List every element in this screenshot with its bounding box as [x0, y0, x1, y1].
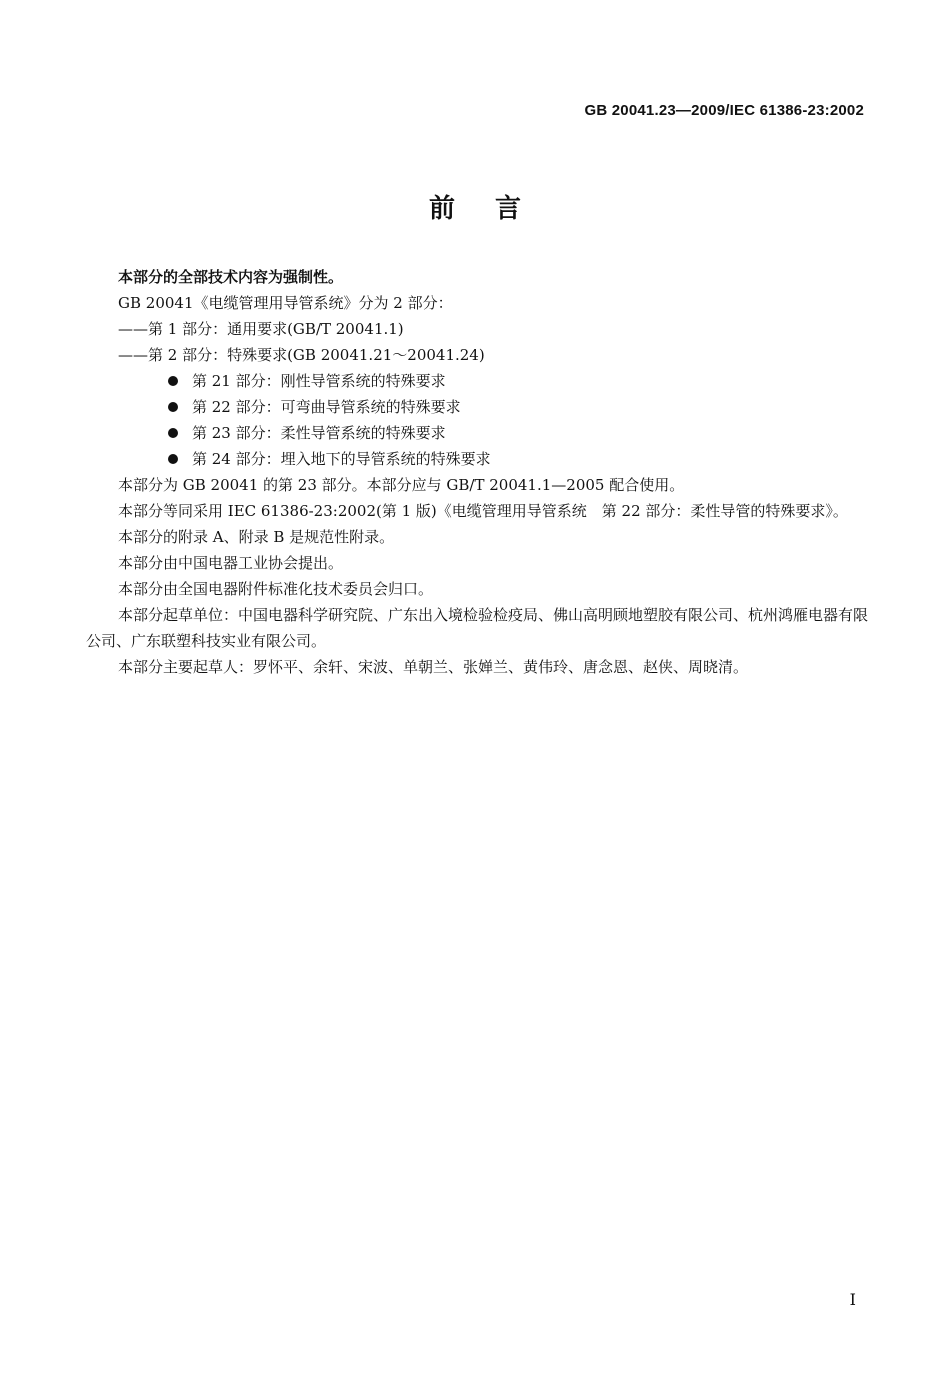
title-char-1: 前: [428, 194, 455, 224]
annex-paragraph: 本部分的附录 A、附录 B 是规范性附录。: [118, 528, 395, 546]
list-item: [86, 368, 868, 394]
part-2-item: ——第 2 部分：特殊要求(GB 20041.21～20041.24): [118, 346, 485, 364]
bullet-icon: [168, 402, 178, 412]
part-1-item: ——第 1 部分：通用要求(GB/T 20041.1): [118, 320, 404, 338]
bullet-icon: [168, 428, 178, 438]
intro-paragraph: GB 20041《电缆管理用导管系统》分为 2 部分：: [118, 294, 453, 312]
drafters-paragraph: 本部分主要起草人：罗怀平、余轩、宋波、单朝兰、张婵兰、黄伟玲、唐念恩、赵侠、周晓清。: [118, 658, 749, 676]
foreword-body: [86, 264, 868, 680]
this-part-paragraph: 本部分为 GB 20041 的第 23 部分。本部分应与 GB/T 20041.1—2005 配合使用。: [118, 476, 685, 494]
standard-number-header: GB 20041.23—2009/IEC 61386-23:2002: [584, 102, 864, 119]
page-number: I: [849, 1290, 856, 1309]
bullet-text: 第 21 部分：刚性导管系统的特殊要求: [192, 372, 446, 390]
list-item: [86, 446, 868, 472]
list-item: [86, 394, 868, 420]
bullet-text: 第 22 部分：可弯曲导管系统的特殊要求: [192, 398, 461, 416]
page-title: [0, 188, 950, 225]
bullet-text: 第 23 部分：柔性导管系统的特殊要求: [192, 424, 446, 442]
bullet-icon: [168, 376, 178, 386]
managed-paragraph: 本部分由全国电器附件标准化技术委员会归口。: [118, 580, 434, 598]
proposed-paragraph: 本部分由中国电器工业协会提出。: [118, 554, 344, 572]
mandatory-statement: 本部分的全部技术内容为强制性。: [118, 268, 344, 286]
bullet-text: 第 24 部分：埋入地下的导管系统的特殊要求: [192, 450, 491, 468]
list-item: [86, 420, 868, 446]
bullet-icon: [168, 454, 178, 464]
title-char-2: 言: [495, 194, 522, 224]
equivalent-paragraph: 本部分等同采用 IEC 61386-23:2002(第 1 版)《电缆管理用导管系统 第 22 部分：柔性导管的特殊要求》。: [118, 502, 848, 520]
drafting-units-paragraph: 本部分起草单位：中国电器科学研究院、广东出入境检验检疫局、佛山高明顾地塑胶有限公司、杭州鸿雁电器有限公司、广东联塑科技实业有限公司。: [86, 606, 869, 650]
